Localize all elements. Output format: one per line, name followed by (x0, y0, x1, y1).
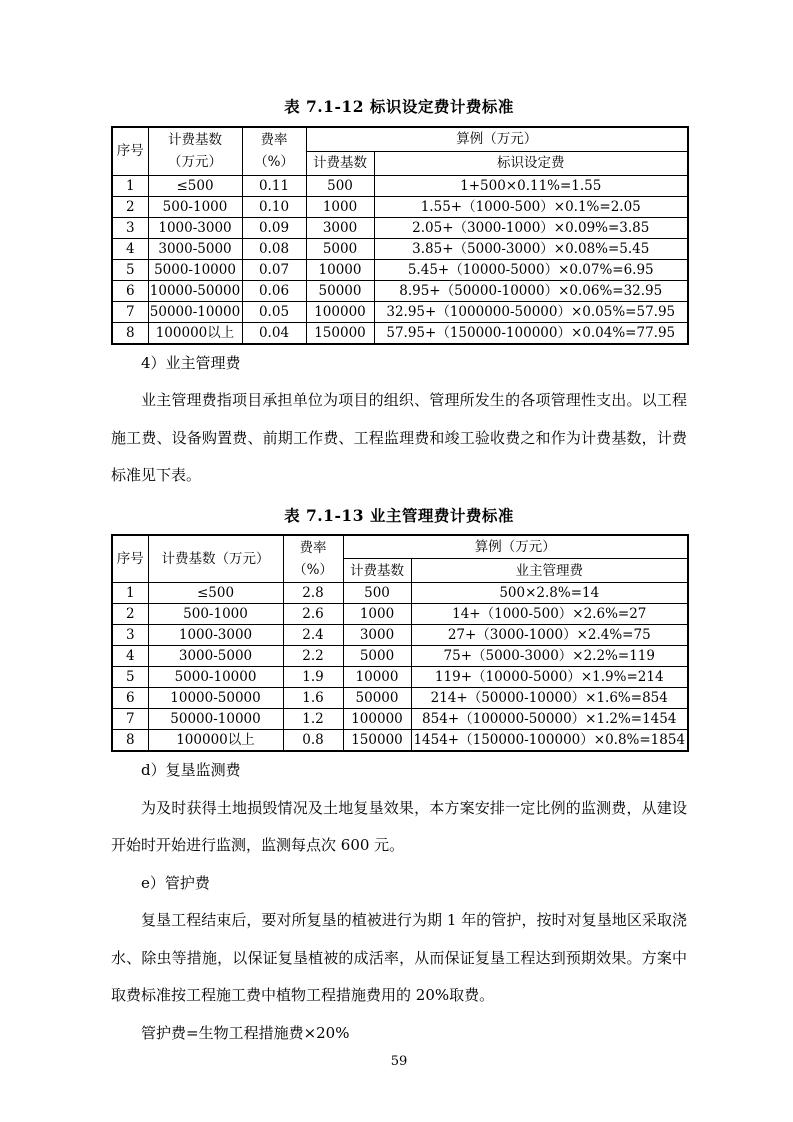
table-row (112, 238, 688, 259)
table1-col-example-fee: 标识设定费 (374, 151, 688, 175)
table-cell: 500 (343, 583, 411, 604)
table-cell: 2 (112, 196, 148, 217)
table-cell: 8 (112, 322, 148, 344)
table-cell: 5000-10000 (148, 667, 283, 688)
table-cell: 57.95+（150000-100000）×0.04%=77.95 (374, 322, 688, 344)
section-e-heading: e）管护费 (141, 873, 210, 892)
table-row (112, 175, 688, 196)
table2-col-seq: 序号 (112, 535, 148, 583)
table-cell: 1 (112, 583, 148, 604)
table-cell: 500-1000 (148, 604, 283, 625)
section-d-paragraph: 为及时获得土地损毁情况及土地复垦效果，本方案安排一定比例的监测费，从建设开始时开始进行监测，监测每点次 600 元。 (111, 798, 687, 854)
table-cell: 0.06 (242, 280, 306, 301)
table-cell: 7 (112, 301, 148, 322)
table-row (112, 322, 688, 344)
table-cell: ≤500 (148, 583, 283, 604)
table-cell: 100000以上 (148, 730, 283, 752)
table-row (112, 667, 688, 688)
table-cell: 2 (112, 604, 148, 625)
table-row (112, 646, 688, 667)
table-cell: 100000以上 (148, 322, 242, 344)
table-cell: 0.08 (242, 238, 306, 259)
table-cell: 5000-10000 (148, 259, 242, 280)
table1-col-base (148, 127, 242, 175)
table1-col-example: 算例（万元） (306, 127, 688, 151)
table2-col-base: 计费基数（万元） (148, 535, 283, 583)
table-cell: 27+（3000-1000）×2.4%=75 (411, 625, 688, 646)
table1-header (112, 127, 688, 175)
table-cell: 1 (112, 175, 148, 196)
table-cell: 5 (112, 259, 148, 280)
table-cell: 32.95+（1000000-50000）×0.05%=57.95 (374, 301, 688, 322)
table-cell: 6 (112, 280, 148, 301)
table-cell: 10000 (306, 259, 374, 280)
table-row (112, 259, 688, 280)
table-cell: 3 (112, 625, 148, 646)
table-cell: 5000 (343, 646, 411, 667)
table-cell: 2.6 (283, 604, 343, 625)
table-cell: 0.04 (242, 322, 306, 344)
table2-col-rate-line2: （%） (293, 561, 333, 578)
table-cell: 500 (306, 175, 374, 196)
table1-col-base-line1: 计费基数 (168, 132, 222, 149)
table-cell: 1.9 (283, 667, 343, 688)
table-cell: 8.95+（50000-10000）×0.06%=32.95 (374, 280, 688, 301)
table-row (112, 583, 688, 604)
table1-col-rate-line1: 费率 (260, 132, 288, 149)
table-cell: 1+500×0.11%=1.55 (374, 175, 688, 196)
table-cell: 50000-10000 (148, 709, 283, 730)
table1-col-rate (242, 127, 306, 175)
table-cell: 1.55+（1000-500）×0.1%=2.05 (374, 196, 688, 217)
section-e-formula: 管护费=生物工程措施费×20% (141, 1023, 350, 1042)
table-cell: 3.85+（5000-3000）×0.08%=5.45 (374, 238, 688, 259)
table-cell: 5000 (306, 238, 374, 259)
table-cell: 150000 (343, 730, 411, 752)
table-cell: 2.2 (283, 646, 343, 667)
table2-title: 表 7.1-13 业主管理费计费标准 (284, 505, 514, 525)
table-fee-standard-2 (111, 534, 689, 753)
section-d-heading: d）复垦监测费 (141, 761, 241, 779)
table-cell: 3000 (343, 625, 411, 646)
table-cell: 50000 (343, 688, 411, 709)
table-cell: 8 (112, 730, 148, 752)
table-cell: 5.45+（10000-5000）×0.07%=6.95 (374, 259, 688, 280)
table-fee-standard-1 (111, 126, 689, 345)
table-cell: 1000-3000 (148, 625, 283, 646)
table2-header (112, 535, 688, 583)
table-cell: 2.8 (283, 583, 343, 604)
table1-body (112, 175, 688, 344)
table-cell: 10000 (343, 667, 411, 688)
table-row (112, 709, 688, 730)
table-cell: 3000-5000 (148, 238, 242, 259)
table-cell: 75+（5000-3000）×2.2%=119 (411, 646, 688, 667)
table-cell: 10000-50000 (148, 280, 242, 301)
table2-col-example-fee: 业主管理费 (411, 559, 688, 583)
table-cell: 0.11 (242, 175, 306, 196)
table-cell: 50000 (306, 280, 374, 301)
table-row (112, 625, 688, 646)
table-cell: 1.6 (283, 688, 343, 709)
page-number: 59 (390, 1054, 408, 1069)
table2-col-rate-line1: 费率 (299, 539, 327, 556)
table-cell: 150000 (306, 322, 374, 344)
section-4-paragraph: 业主管理费指项目承担单位为项目的组织、管理所发生的各项管理性支出。以工程施工费、设备购置费、前期工作费、工程监理费和竣工验收费之和作为计费基数，计费标准见下表。 (111, 391, 687, 484)
table-cell: 0.09 (242, 217, 306, 238)
table-row (112, 280, 688, 301)
table-cell: 50000-10000 (148, 301, 242, 322)
table-cell: 214+（50000-10000）×1.6%=854 (411, 688, 688, 709)
table-row (112, 196, 688, 217)
table-cell: 1.2 (283, 709, 343, 730)
table-cell: 500-1000 (148, 196, 242, 217)
table-row (112, 217, 688, 238)
table-row (112, 730, 688, 752)
table-cell: 100000 (306, 301, 374, 322)
table-cell: 7 (112, 709, 148, 730)
table-cell: 14+（1000-500）×2.6%=27 (411, 604, 688, 625)
table-cell: 4 (112, 646, 148, 667)
table-cell: 2.4 (283, 625, 343, 646)
table-cell: 4 (112, 238, 148, 259)
table-cell: 0.8 (283, 730, 343, 752)
table-cell: 119+（10000-5000）×1.9%=214 (411, 667, 688, 688)
table1-col-example-base: 计费基数 (306, 151, 374, 175)
table-cell: 100000 (343, 709, 411, 730)
table-cell: 10000-50000 (148, 688, 283, 709)
table1-title: 表 7.1-12 标识设定费计费标准 (284, 97, 514, 116)
table-cell: 0.05 (242, 301, 306, 322)
table-cell: 854+（100000-50000）×1.2%=1454 (411, 709, 688, 730)
table-cell: 2.05+（3000-1000）×0.09%=3.85 (374, 217, 688, 238)
table-row (112, 688, 688, 709)
table2-col-rate (283, 535, 343, 583)
table-cell: ≤500 (148, 175, 242, 196)
section-e-paragraph: 复垦工程结束后，要对所复垦的植被进行为期 1 年的管护，按时对复垦地区采取浇水、除虫等措施，以保证复垦植被的成活率，从而保证复垦工程达到预期效果。方案中取费标准按工程施工费中植物工程措施费用的 20%取费。 (111, 911, 687, 1004)
table2-body (112, 583, 688, 752)
table2-col-example: 算例（万元） (343, 535, 688, 559)
table-cell: 0.10 (242, 196, 306, 217)
table-cell: 6 (112, 688, 148, 709)
table-cell: 500×2.8%=14 (411, 583, 688, 604)
table-cell: 1000 (343, 604, 411, 625)
table-cell: 0.07 (242, 259, 306, 280)
table-row (112, 301, 688, 322)
table-cell: 1454+（150000-100000）×0.8%=1854 (411, 730, 688, 752)
table-cell: 3000-5000 (148, 646, 283, 667)
page-content (111, 0, 687, 1070)
table-row (112, 604, 688, 625)
table-cell: 3 (112, 217, 148, 238)
table-cell: 5 (112, 667, 148, 688)
table1-col-rate-line2: （%） (254, 154, 294, 171)
table1-col-seq: 序号 (112, 127, 148, 175)
table-cell: 1000 (306, 196, 374, 217)
table-cell: 3000 (306, 217, 374, 238)
section-4-heading: 4）业主管理费 (141, 353, 241, 372)
table1-col-base-line2: （万元） (168, 154, 222, 171)
table2-col-example-base: 计费基数 (343, 559, 411, 583)
table-cell: 1000-3000 (148, 217, 242, 238)
